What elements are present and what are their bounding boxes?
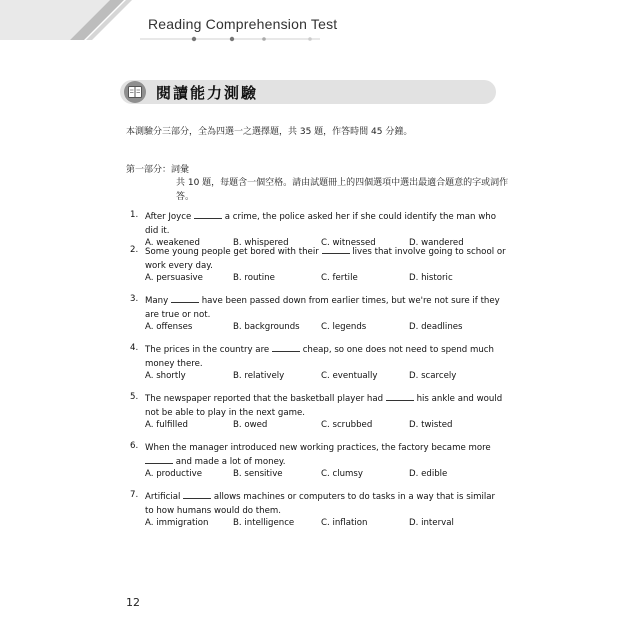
option-b[interactable]: B. owed bbox=[233, 420, 268, 430]
running-title: Reading Comprehension Test bbox=[148, 16, 338, 32]
option-b[interactable]: B. relatively bbox=[233, 371, 285, 381]
option-c[interactable]: C. legends bbox=[321, 322, 367, 332]
option-c[interactable]: C. fertile bbox=[321, 273, 358, 283]
answer-blank bbox=[145, 455, 173, 464]
option-row bbox=[145, 469, 506, 483]
option-row bbox=[145, 273, 506, 287]
question-number: 6. bbox=[130, 441, 139, 451]
question-item bbox=[126, 245, 506, 287]
corner-decoration bbox=[0, 0, 140, 40]
question-number: 1. bbox=[130, 210, 139, 220]
answer-blank bbox=[171, 294, 199, 303]
option-c[interactable]: C. eventually bbox=[321, 371, 378, 381]
question-stem: The newspaper reported that the basketball player had his ankle and would not be able to play in the next game. bbox=[145, 394, 503, 418]
header-rule bbox=[140, 35, 320, 43]
option-c[interactable]: C. clumsy bbox=[321, 469, 363, 479]
question-item bbox=[126, 294, 506, 336]
question-number: 4. bbox=[130, 343, 139, 353]
option-c[interactable]: C. witnessed bbox=[321, 238, 376, 248]
option-b[interactable]: B. whispered bbox=[233, 238, 289, 248]
book-icon bbox=[124, 81, 146, 103]
question-stem: After Joyce a crime, the police asked her if she could identify the man who did it. bbox=[145, 212, 496, 236]
option-a[interactable]: A. shortly bbox=[145, 371, 186, 381]
option-d[interactable]: D. scarcely bbox=[409, 371, 457, 381]
answer-blank bbox=[386, 392, 414, 401]
option-c[interactable]: C. inflation bbox=[321, 518, 368, 528]
test-intro: 本測驗分三部分，全為四選一之選擇題，共 35 題，作答時間 45 分鐘。 bbox=[126, 127, 413, 137]
question-number: 2. bbox=[130, 245, 139, 255]
question-item bbox=[126, 392, 506, 434]
option-d[interactable]: D. wandered bbox=[409, 238, 464, 248]
question-stem: Many have been passed down from earlier times, but we're not sure if they are true or not. bbox=[145, 296, 500, 320]
option-row bbox=[145, 322, 506, 336]
option-a[interactable]: A. productive bbox=[145, 469, 203, 479]
option-c[interactable]: C. scrubbed bbox=[321, 420, 373, 430]
option-a[interactable]: A. fulfilled bbox=[145, 420, 188, 430]
page-number: 12 bbox=[126, 596, 140, 609]
option-a[interactable]: A. offenses bbox=[145, 322, 193, 332]
option-row bbox=[145, 518, 506, 532]
option-row bbox=[145, 371, 506, 385]
section-title: 閱讀能力測驗 bbox=[156, 84, 259, 102]
question-stem: Some young people get bored with their lives that involve going to school or work every day. bbox=[145, 247, 506, 271]
question-stem: The prices in the country are cheap, so one does not need to spend much money there. bbox=[145, 345, 494, 369]
question-number: 5. bbox=[130, 392, 139, 402]
option-a[interactable]: A. immigration bbox=[145, 518, 209, 528]
question-stem: When the manager introduced new working practices, the factory became more and made a lot of money. bbox=[145, 443, 491, 467]
option-b[interactable]: B. routine bbox=[233, 273, 275, 283]
answer-blank bbox=[194, 210, 222, 219]
question-number: 7. bbox=[130, 490, 139, 500]
option-b[interactable]: B. intelligence bbox=[233, 518, 295, 528]
option-d[interactable]: D. deadlines bbox=[409, 322, 463, 332]
answer-blank bbox=[322, 245, 350, 254]
option-a[interactable]: A. persuasive bbox=[145, 273, 203, 283]
question-item bbox=[126, 343, 506, 385]
option-d[interactable]: D. twisted bbox=[409, 420, 453, 430]
option-b[interactable]: B. sensitive bbox=[233, 469, 283, 479]
question-item bbox=[126, 441, 506, 483]
part-description: 共 10 題，每題含一個空格。請由試題冊上的四個選項中選出最適合題意的字或詞作答。 bbox=[176, 178, 509, 202]
question-stem: Artificial allows machines or computers to do tasks in a way that is similar to how humans would do them. bbox=[145, 492, 496, 516]
option-d[interactable]: D. historic bbox=[409, 273, 453, 283]
option-d[interactable]: D. edible bbox=[409, 469, 448, 479]
option-a[interactable]: A. weakened bbox=[145, 238, 200, 248]
option-b[interactable]: B. backgrounds bbox=[233, 322, 300, 332]
answer-blank bbox=[272, 343, 300, 352]
part-heading: 第一部分：詞彙 bbox=[126, 165, 190, 175]
answer-blank bbox=[183, 490, 211, 499]
question-number: 3. bbox=[130, 294, 139, 304]
option-row bbox=[145, 420, 506, 434]
question-item bbox=[126, 490, 506, 532]
option-d[interactable]: D. interval bbox=[409, 518, 454, 528]
